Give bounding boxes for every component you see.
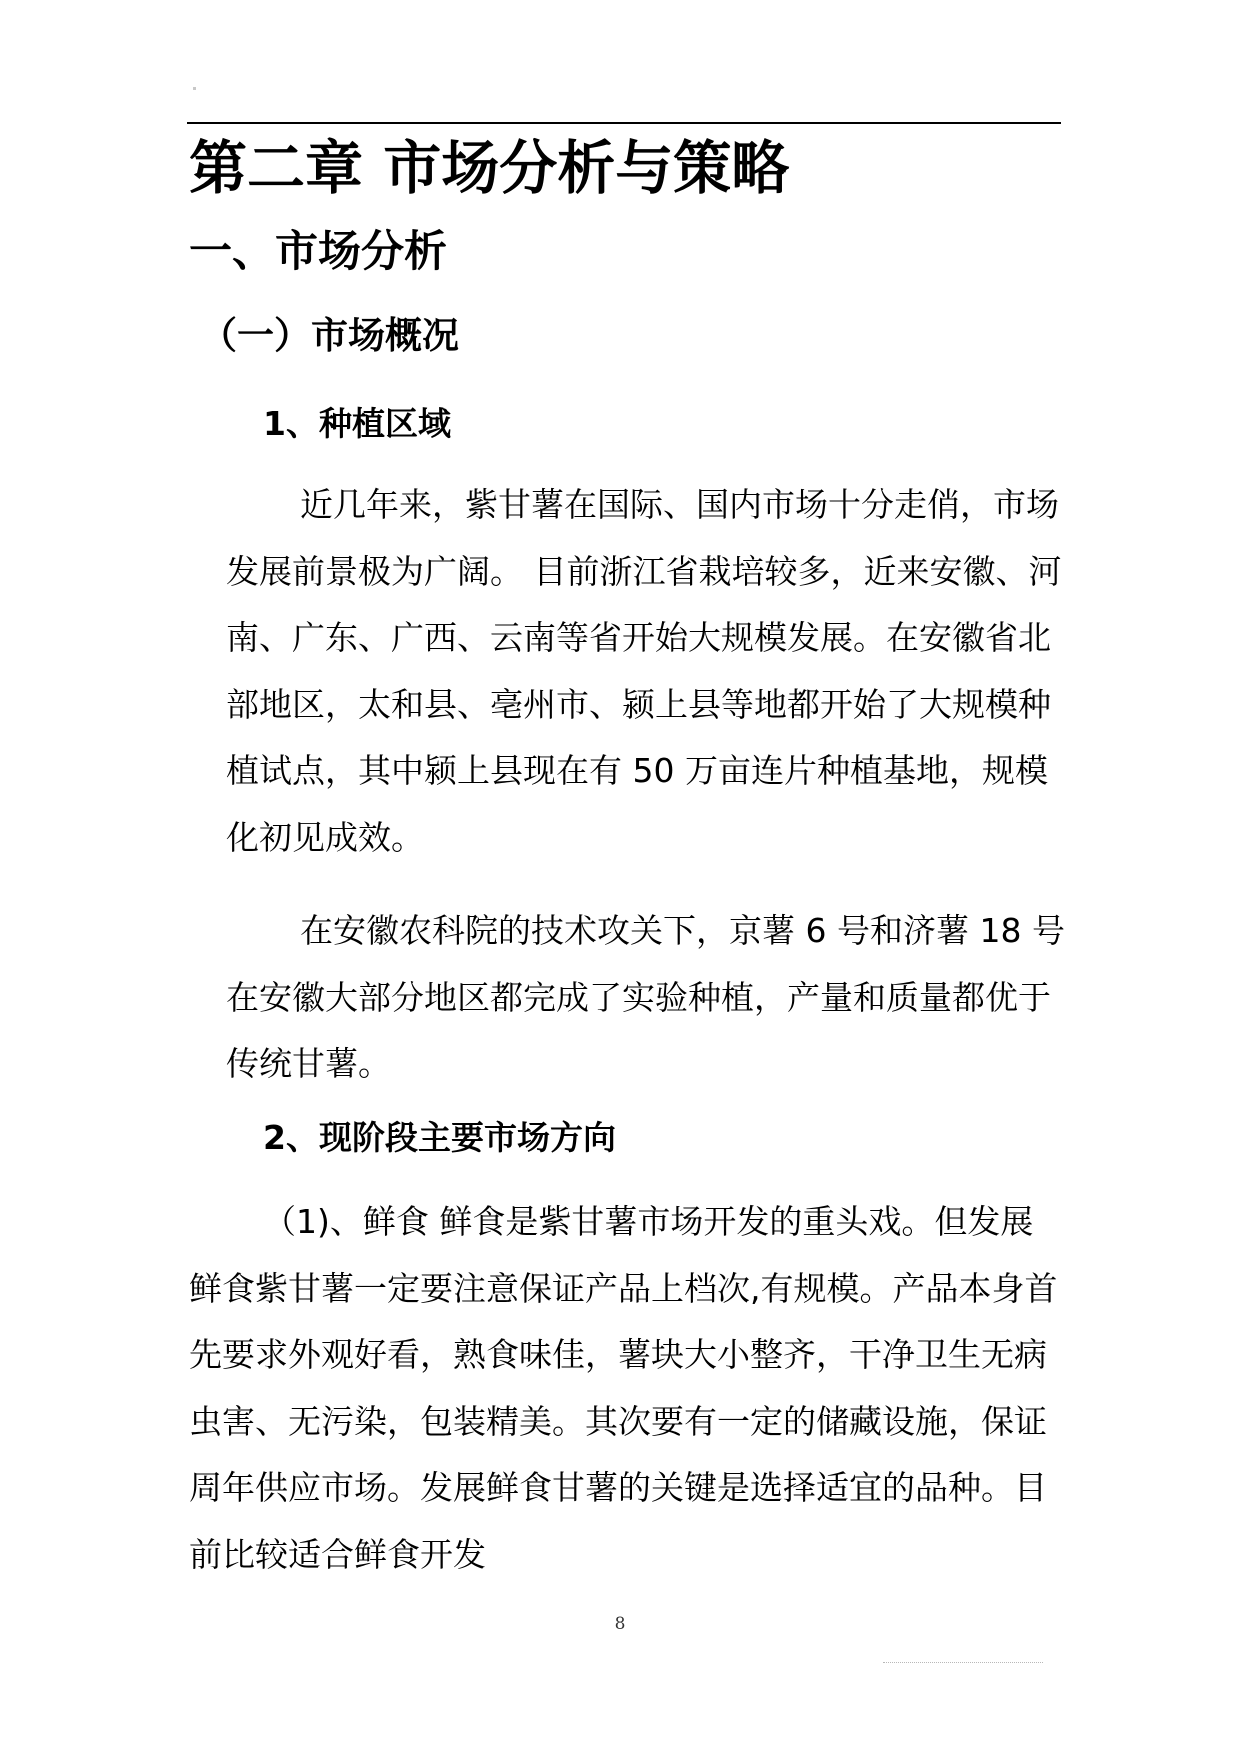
- section-title: 一、市场分析: [189, 227, 447, 277]
- chapter-title: 第二章 市场分析与策略: [189, 134, 790, 202]
- paragraph-planting-region-1: 近几年来，紫甘薯在国际、国内市场十分走俏，市场发展前景极为广阔。 目前浙江省栽培较多，近来安徽、河南、广东、广西、云南等省开始大规模发展。在安徽省北部地区，太和县、亳州市、颍上县等地都开始了大规模种植试点，其中颍上县现在有 50 万亩连片种植基地，规模化初见成效。: [226, 485, 1062, 857]
- subsection-title: （一）市场概况: [200, 314, 459, 357]
- page-number: 8: [614, 1614, 626, 1634]
- item-title-planting-region: 1、种植区域: [263, 404, 451, 443]
- header-rule: [187, 122, 1061, 124]
- item-title-market-direction: 2、现阶段主要市场方向: [263, 1118, 616, 1157]
- paragraph-market-direction-1: （1)、鲜食 鲜食是紫甘薯市场开发的重头戏。但发展鲜食紫甘薯一定要注意保证产品上档次,有规模。产品本身首先要求外观好看，熟食味佳，薯块大小整齐，干净卫生无病虫害、无污染，包装精美。其次要有一定的储藏设施，保证周年供应市场。发展鲜食甘薯的关键是选择适宜的品种。目前比较适合鲜食开发: [189, 1202, 1058, 1574]
- footer-rule: [883, 1662, 1043, 1663]
- paragraph-planting-region-2: 在安徽农科院的技术攻关下，京薯 6 号和济薯 18 号在安徽大部分地区都完成了实验种植，产量和质量都优于传统甘薯。: [226, 911, 1065, 1083]
- corner-mark: [193, 87, 196, 90]
